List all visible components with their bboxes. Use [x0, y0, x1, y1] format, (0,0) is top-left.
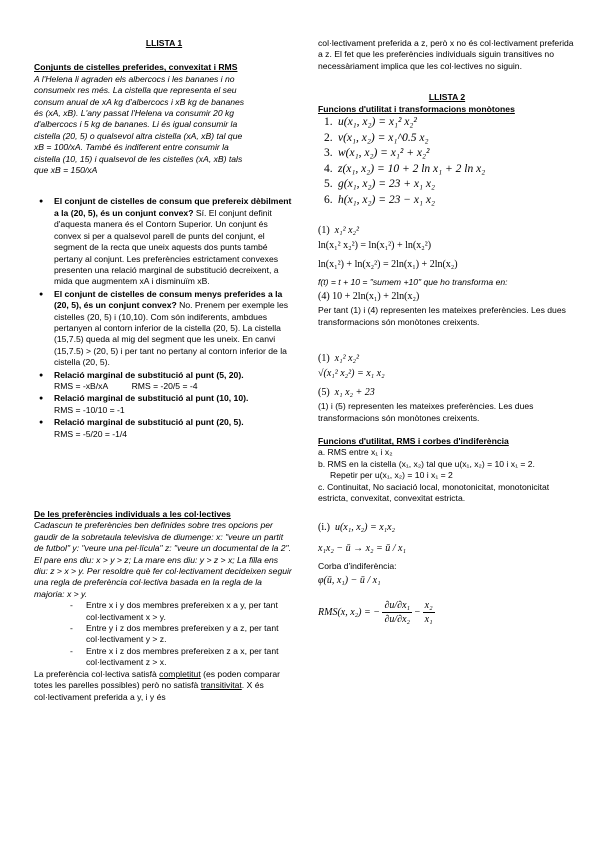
question-item: ● Relació marginal de substitució al punt (10, 10). RMS = -10/10 = -1: [46, 393, 294, 416]
equation: ln(x₁² x₂²) = ln(x₁²) + ln(x₂²): [318, 240, 432, 252]
intro-line: és (xA, xB). L'any passat l'Helena va consumir 20 kg: [34, 108, 235, 119]
list2-title: LLISTA 2: [428, 92, 466, 103]
equation: (1) x₁² x₂²: [318, 353, 359, 365]
equation: ln(x₁²) + ln(x₂²) = 2ln(x₁) + 2ln(x₂): [318, 259, 458, 271]
intro-line: consum anual de xA kg d'albercocs i xB kg de bananes: [34, 96, 245, 107]
rms-result-fraction: $\frac{\text{x₂}}{\text{x₁}}$: [424, 599, 433, 625]
equation: x₁x₂ − ū → x₂ = ū / x₁: [318, 542, 406, 554]
rms-equation: RMS(x, x₂) = − $\frac{\text{∂u/∂x₁}}{\text{∂u/∂x₂}}$ − $\frac{\text{x₂}}{\text{x₁}}$: [318, 599, 433, 625]
majority-item: - Entre x i z dos membres prefereixen z a x, per tant col·lectivament z > x.: [70, 646, 294, 669]
function-item: 4. z(x₁, x₂) = 10 + 2 ln x₁ + 2 ln x₂: [324, 162, 486, 175]
equation: (5) x₁ x₂ + 23: [318, 387, 375, 399]
function-item: 3. w(x₁, x₂) = x₁² + x₂²: [324, 147, 430, 160]
sec2-heading: De les preferències individuals a les col·lectives: [34, 509, 231, 519]
question-item: ● Relació marginal de substitució al punt (20, 5). RMS = -5/20 = -1/4: [46, 417, 294, 440]
rms-fraction: $\frac{\text{∂u/∂x₁}}{\text{∂u/∂x₂}}$: [384, 599, 411, 625]
intro-line: A l'Helena li agraden els albercocs i les bananes i no: [34, 73, 235, 84]
intro-line: cistella (20, 5) o qualsevol altra cistella (xA, xB) tal que: [34, 130, 243, 141]
equation: (i.) u(x₁, x₂) = x₁x₂: [318, 521, 396, 533]
functions-heading: Funcions d'utilitat i transformacions monòtones: [318, 103, 515, 114]
question-list: [34, 196, 294, 440]
intro-line: que xB = 150/xA: [34, 165, 98, 176]
rms-heading: Funcions d'utilitat, RMS i corbes d'indiferència: [318, 436, 509, 447]
intro-line: cistella (10, 15) i qualsevol de les cistelles (xA, xB) tals: [34, 153, 243, 164]
exercise-item: c. Continuitat, No saciació local, monotonicitat, monotonicitat estricta, convexitat, convexitat estricta.: [318, 481, 550, 504]
indifference-label: Corba d'indiferència:: [318, 560, 397, 571]
majority-item: - Entre x i y dos membres prefereixen x a y, per tant col·lectivament x > y.: [70, 600, 294, 623]
equation: √(x₁² x₂²) = x₁ x₂: [318, 368, 385, 380]
left-column: [34, 38, 294, 703]
result-paragraph: Per tant (1) i (4) representen les mateixes preferències. Les dues transformacions són monòtones creixents.: [318, 305, 566, 327]
exercise-item: Repetir per u(x₁, x₂) = 10 i x₁ = 2: [330, 470, 453, 481]
majority-item: - Entre y i z dos membres prefereixen y a z, per tant col·lectivament y > z.: [70, 623, 294, 646]
continuation-paragraph: col·lectivament preferida a z, però x no és col·lectivament preferida a z. El fet que les preferències individuals siguin transitives no necessàriament implica que les col·lectives no siguin.: [318, 38, 574, 71]
function-item: 1. u(x₁, x₂) = x₁² x₂²: [324, 116, 417, 129]
sec1-heading: Conjunts de cistelles preferides, convexitat i RMS: [34, 62, 238, 73]
equation: (4) 10 + 2ln(x₁) + 2ln(x₂): [318, 291, 420, 303]
function-list: [318, 115, 576, 208]
function-item: 6. h(x₁, x₂) = 23 − x₁ x₂: [324, 193, 435, 206]
equation: (1) x₁² x₂²: [318, 225, 359, 237]
question-item: ● El conjunt de cistelles de consum menys preferides a la (20, 5), és un conjunt convex? No. Prenem per exemple les cistelles (20, 5) i (10,10). Com són indiferents, ambdues pertanyen al contorn inferior de la cistella (20, 5). La cistella (15,7.5) queda al mig del segment que les uneix. En canvi (15,7.5) > (20, 5) i per tant no pertany al contorn inferior de la cistella (20, 5).: [46, 289, 294, 369]
result-paragraph: (1) i (5) representen les mateixes preferències. Les dues transformacions són monòtones creixents.: [318, 401, 534, 423]
question-item: ● El conjunt de cistelles de consum que prefereix dèbilment a la (20, 5), és un conjunt convex? Sí. El conjunt definit d'aquesta manera és el Contorn Superior. Un conjunt és convex si per a qualsevol parell de punts del conjunt, el segment de la recta que uneix aquests dos punts també pertany al conjunt. Les preferències estrictament convexes presenten una relació marginal de substitució decreixent, a mida que augmentem xA i disminuïm xB.: [46, 196, 294, 287]
sec2-intro: Cadascun te preferències ben definides sobre tres opcions per gaudir de la sobretaula televisiva de diumenge: x: "veure un partit de futbol" y: "veure una pel·lícula" z: "veure un documental de la 2". El pare ens diu: x > y > z; La mare ens diu: y > z > x; La filla ens diu: z > x > y. Per resoldre què fer col·lectivament decideixen seguir una regla de preferència col·lectiva basada en la regla de la majoria: x > y.: [34, 520, 292, 599]
exercise-item: b. RMS en la cistella (x₁, x₂) tal que u(x₁, x₂) = 10 i x₁ = 2.: [318, 458, 535, 469]
right-column: [318, 38, 576, 628]
function-item: 2. v(x₁, x₂) = x₁^0.5 x₂: [324, 131, 429, 144]
closing-paragraph: La preferència col·lectiva satisfà completitut (es poden comparar totes les parelles possibles) però no satisfà transitivitat. X és col·lectivament preferida a y, i y és: [34, 668, 281, 702]
equation: φ(ū, x₁) − ū / x₁: [318, 574, 381, 586]
exercise-item: a. RMS entre x₁ i x₂: [318, 447, 393, 458]
intro-line: d'albercocs i 5 kg de bananes. Li és igual consumir la: [34, 119, 238, 130]
majority-list: [34, 600, 294, 668]
intro-line: xB = 100/xA. També és indiferent entre consumir la: [34, 142, 229, 153]
sec1-intro: [34, 74, 294, 177]
list1-title: LLISTA 1: [145, 38, 183, 48]
question-item: ● Relació marginal de substitució al punt (5, 20). RMS = -xB/xA RMS = -20/5 = -4: [46, 370, 294, 393]
function-item: 5. g(x₁, x₂) = 23 + x₁ x₂: [324, 178, 435, 191]
transform-line: f(t) = t + 10 = "sumem +10" que ho transforma en:: [318, 277, 508, 288]
intro-line: consumeix res més. La cistella que representa el seu: [34, 85, 237, 96]
